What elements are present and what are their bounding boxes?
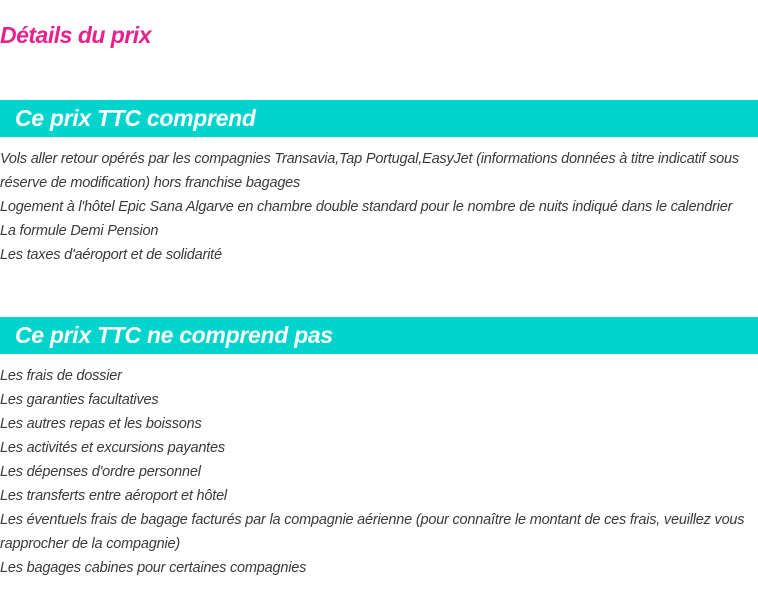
included-section-header: Ce prix TTC comprend bbox=[0, 100, 758, 137]
excluded-list bbox=[0, 364, 758, 580]
included-item: Logement à l'hôtel Epic Sana Algarve en chambre double standard pour le nombre de nuits indiqué dans le calendrier bbox=[0, 199, 733, 215]
excluded-item: Les activités et excursions payantes bbox=[0, 440, 225, 456]
excluded-section-header: Ce prix TTC ne comprend pas bbox=[0, 317, 758, 354]
excluded-item: Les éventuels frais de bagage facturés par la compagnie aérienne (pour connaître le montant de ces frais, veuillez vous rapprocher de la compagnie) bbox=[0, 512, 745, 552]
excluded-item: Les bagages cabines pour certaines compagnies bbox=[0, 560, 307, 576]
excluded-item: Les dépenses d'ordre personnel bbox=[0, 464, 201, 480]
included-list bbox=[0, 147, 758, 267]
included-item: La formule Demi Pension bbox=[0, 223, 159, 239]
excluded-item: Les frais de dossier bbox=[0, 368, 122, 384]
excluded-item: Les autres repas et les boissons bbox=[0, 416, 202, 432]
excluded-item: Les transferts entre aéroport et hôtel bbox=[0, 488, 227, 504]
excluded-item: Les garanties facultatives bbox=[0, 392, 159, 408]
page-title: Détails du prix bbox=[0, 22, 151, 48]
included-item: Les taxes d'aéroport et de solidarité bbox=[0, 247, 222, 263]
included-item: Vols aller retour opérés par les compagnies Transavia,Tap Portugal,EasyJet (informations données à titre indicatif sous réserve de modification) hors franchise bagages bbox=[0, 151, 739, 191]
